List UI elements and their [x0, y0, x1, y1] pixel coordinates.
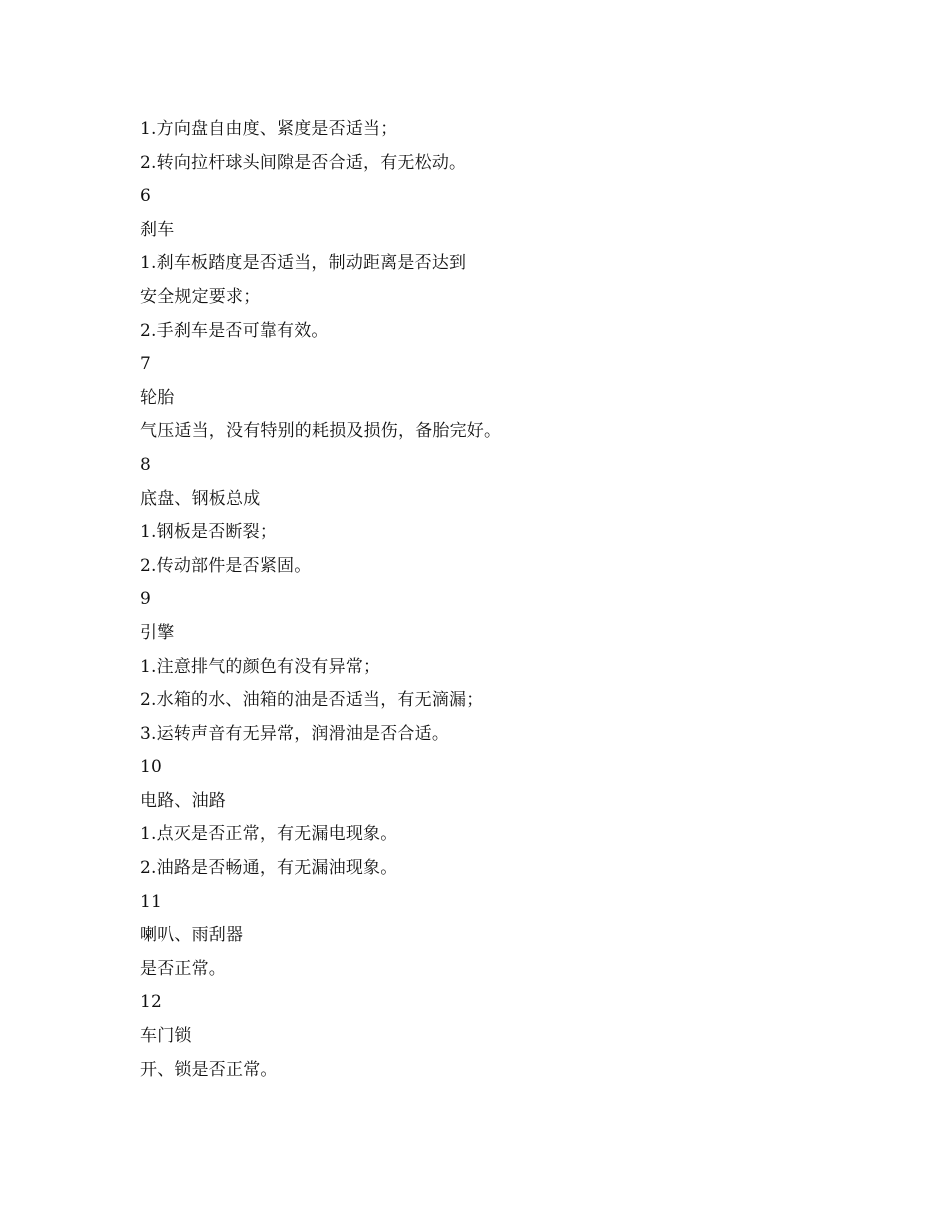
text-line: 1.方向盘自由度、紧度是否适当； — [140, 119, 398, 139]
text-line: 1.刹车板踏度是否适当，制动距离是否达到 — [140, 253, 467, 274]
text-line: 1.钢板是否断裂； — [140, 522, 278, 543]
text-line: 气压适当，没有特别的耗损及损伤，备胎完好。 — [140, 421, 502, 442]
text-line: 2.传动部件是否紧固。 — [140, 555, 312, 576]
item-number: 7 — [140, 354, 152, 375]
text-line: 3.运转声音有无异常，润滑油是否合适。 — [140, 723, 450, 744]
text-line: 2.手刹车是否可靠有效。 — [140, 320, 329, 341]
item-number: 10 — [140, 757, 163, 778]
item-title: 喇叭、雨刮器 — [140, 925, 244, 946]
text-line: 1.点灭是否正常，有无漏电现象。 — [140, 824, 398, 845]
item-title: 底盘、钢板总成 — [140, 488, 261, 509]
item-number: 11 — [140, 891, 163, 912]
text-line: 2.水箱的水、油箱的油是否适当，有无滴漏； — [140, 690, 484, 711]
text-line: 2.转向拉杆球头间隙是否合适，有无松动。 — [140, 152, 467, 173]
item-title: 刹车 — [140, 219, 175, 240]
text-line: 1.注意排气的颜色有没有异常； — [140, 656, 381, 677]
item-title: 轮胎 — [140, 387, 175, 408]
item-title: 引擎 — [140, 622, 175, 643]
text-line: 2.油路是否畅通，有无漏油现象。 — [140, 858, 398, 879]
document-body — [140, 117, 840, 1091]
text-line: 开、锁是否正常。 — [140, 1059, 278, 1080]
item-number: 9 — [140, 589, 152, 610]
item-number: 12 — [140, 992, 163, 1013]
item-number: 8 — [140, 454, 152, 475]
text-line: 是否正常。 — [140, 958, 226, 979]
item-title: 电路、油路 — [140, 790, 226, 811]
item-number: 6 — [140, 186, 152, 207]
item-title: 车门锁 — [140, 1026, 192, 1047]
text-line: 安全规定要求； — [140, 286, 261, 307]
